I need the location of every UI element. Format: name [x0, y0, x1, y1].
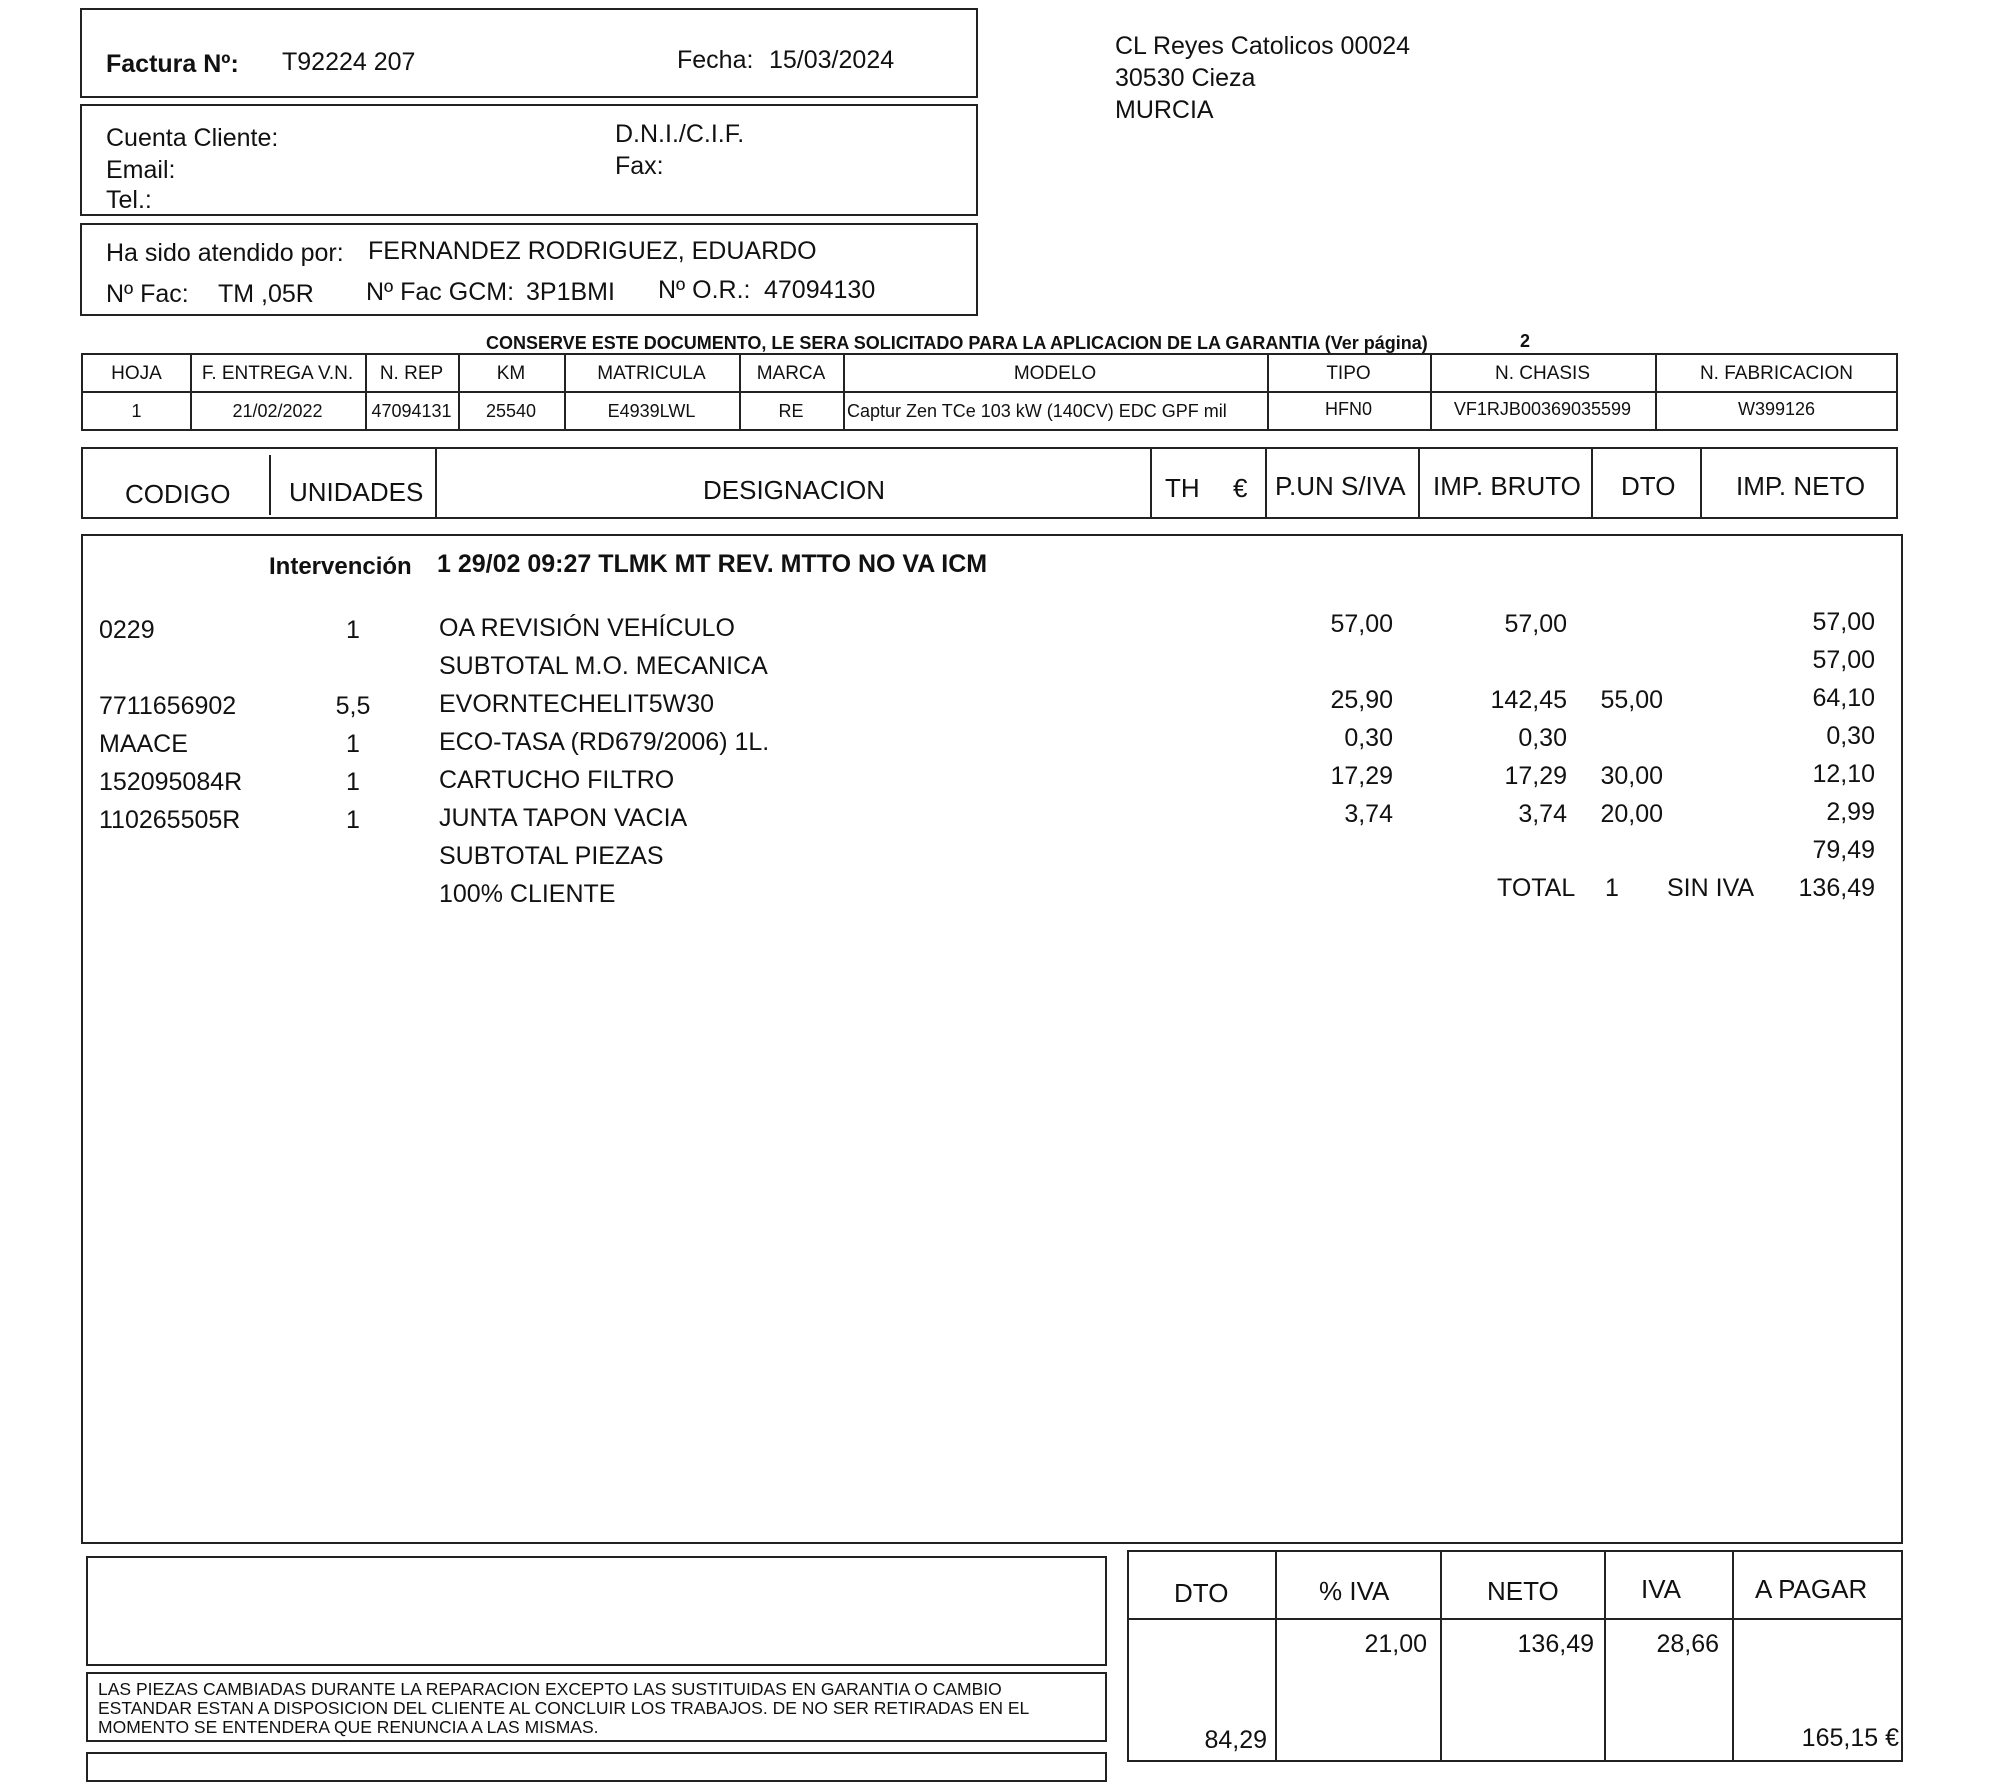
row-units: 1	[346, 806, 360, 834]
totals-a-pagar: 165,15 €	[1801, 1724, 1899, 1752]
bottom-box	[86, 1752, 1107, 1782]
row-code: MAACE	[99, 730, 188, 758]
col-designacion: DESIGNACION	[703, 475, 886, 505]
email-label: Email:	[106, 156, 176, 184]
totals-iva: 28,66	[1656, 1630, 1719, 1658]
observations-box	[86, 1556, 1107, 1666]
invoice-number: T92224 207	[282, 48, 416, 76]
vehicle-hoja: 1	[131, 401, 142, 421]
row-desc: 100% CLIENTE	[439, 880, 616, 908]
row-pun: 17,29	[1330, 762, 1393, 790]
vehicle-matricula: E4939LWL	[607, 401, 696, 421]
invoice-date: 15/03/2024	[769, 46, 895, 74]
row-neto: 0,30	[1826, 722, 1875, 750]
vehicle-table	[81, 353, 1898, 431]
row-units: 5,5	[335, 692, 371, 720]
row-neto: 79,49	[1812, 836, 1875, 864]
row-dto: 20,00	[1600, 800, 1663, 828]
fax-label: Fax:	[615, 152, 664, 180]
total-sin-iva: SIN IVA	[1667, 874, 1755, 902]
row-pun: 3,74	[1344, 800, 1393, 828]
dni-label: D.N.I./C.I.F.	[615, 120, 745, 148]
row-desc: OA REVISIÓN VEHÍCULO	[439, 614, 735, 642]
items-body	[81, 534, 1903, 1544]
col-imp-bruto: IMP. BRUTO	[1433, 471, 1581, 501]
vehicle-header-matricula: MATRICULA	[597, 363, 706, 384]
totals-header-iva-pct: % IVA	[1319, 1576, 1390, 1606]
row-pun: 25,90	[1330, 686, 1393, 714]
row-code: 7711656902	[99, 692, 237, 720]
col-imp-neto: IMP. NETO	[1736, 471, 1866, 501]
totals-table	[1127, 1550, 1903, 1762]
row-bruto: 142,45	[1490, 686, 1567, 714]
row-neto: 64,10	[1812, 684, 1875, 712]
row-desc: SUBTOTAL PIEZAS	[439, 842, 664, 870]
address-line-2: 30530 Cieza	[1115, 64, 1256, 92]
vehicle-header-km: KM	[496, 363, 526, 384]
attended-label: Ha sido atendido por:	[106, 239, 344, 267]
row-code: 0229	[99, 616, 155, 644]
vehicle-km: 25540	[485, 401, 537, 421]
col-pun: P.UN S/IVA	[1275, 471, 1406, 501]
row-neto: 57,00	[1812, 608, 1875, 636]
row-pun: 0,30	[1344, 724, 1393, 752]
vehicle-marca: RE	[778, 401, 804, 421]
total-num: 1	[1605, 874, 1619, 902]
col-currency: €	[1233, 473, 1248, 503]
totals-header-iva: IVA	[1641, 1574, 1681, 1604]
vehicle-header-hoja: HOJA	[111, 363, 162, 384]
vehicle-entrega: 21/02/2022	[232, 401, 323, 421]
totals-neto: 136,49	[1517, 1630, 1594, 1658]
vehicle-header-modelo: MODELO	[1013, 363, 1097, 384]
row-neto: 57,00	[1812, 646, 1875, 674]
or-value: 47094130	[764, 276, 876, 304]
totals-header-neto: NETO	[1487, 1576, 1559, 1606]
row-bruto: 3,74	[1518, 800, 1567, 828]
guarantee-page: 2	[1520, 331, 1531, 351]
row-desc: EVORNTECHELIT5W30	[439, 690, 715, 718]
total-label: TOTAL	[1497, 874, 1576, 902]
col-unidades: UNIDADES	[289, 477, 424, 507]
invoice-number-label: Factura Nº:	[106, 50, 239, 78]
attended-name: FERNANDEZ RODRIGUEZ, EDUARDO	[368, 237, 817, 265]
gcm-label: Nº Fac GCM:	[366, 278, 515, 306]
row-desc: SUBTOTAL M.O. MECANICA	[439, 652, 768, 680]
disclaimer-text: LAS PIEZAS CAMBIADAS DURANTE LA REPARACION EXCEPTO LAS SUSTITUIDAS EN GARANTIA O CAMBIO ESTANDAR ESTAN A DISPOSICION DEL CLIENTE AL CONCLUIR LOS TRABAJOS. DE NO SER RETIRADAS EN EL MOMENTO SE ENTENDERA QUE RENUNCIA A LAS MISMAS.	[98, 1679, 1029, 1737]
row-desc: CARTUCHO FILTRO	[439, 766, 675, 794]
row-desc: ECO-TASA (RD679/2006) 1L.	[439, 728, 770, 756]
fac-label: Nº Fac:	[106, 280, 189, 308]
row-desc: JUNTA TAPON VACIA	[439, 804, 688, 832]
vehicle-tipo: HFN0	[1324, 399, 1372, 419]
row-units: 1	[346, 768, 360, 796]
row-neto: 2,99	[1826, 798, 1875, 826]
totals-iva-pct: 21,00	[1364, 1630, 1427, 1658]
address-line-3: MURCIA	[1115, 96, 1214, 124]
row-code: 110265505R	[99, 806, 241, 834]
vehicle-header-nrep: N. REP	[379, 363, 444, 384]
disclaimer-box	[86, 1672, 1107, 1742]
row-dto: 55,00	[1600, 686, 1663, 714]
vehicle-header-fabricacion: N. FABRICACION	[1699, 363, 1854, 384]
row-dto: 30,00	[1600, 762, 1663, 790]
guarantee-notice: CONSERVE ESTE DOCUMENTO, LE SERA SOLICITADO PARA LA APLICACION DE LA GARANTIA (Ver página)	[486, 333, 1428, 353]
row-pun: 57,00	[1330, 610, 1393, 638]
fac-value: TM ,05R	[218, 280, 314, 308]
vehicle-nrep: 47094131	[371, 401, 452, 421]
row-code: 152095084R	[99, 768, 243, 796]
col-codigo: CODIGO	[125, 479, 231, 509]
row-bruto: 57,00	[1504, 610, 1567, 638]
row-neto: 12,10	[1812, 760, 1875, 788]
col-th: TH	[1165, 473, 1200, 503]
date-label: Fecha:	[677, 46, 754, 74]
vehicle-chasis: VF1RJB00369035599	[1453, 399, 1632, 419]
invoice-number-box	[80, 8, 978, 98]
customer-box	[80, 104, 978, 216]
intervention-label: Intervención	[269, 553, 412, 580]
totals-header-dto: DTO	[1174, 1578, 1229, 1608]
attended-box	[80, 223, 978, 316]
phone-label: Tel.:	[106, 186, 152, 214]
vehicle-header-marca: MARCA	[756, 363, 826, 384]
vehicle-header-entrega: F. ENTREGA V.N.	[201, 363, 354, 384]
row-units: 1	[346, 730, 360, 758]
items-header	[81, 447, 1898, 519]
or-label: Nº O.R.:	[658, 276, 751, 304]
total-value: 136,49	[1798, 874, 1875, 902]
row-bruto: 17,29	[1504, 762, 1567, 790]
totals-header-a-pagar: A PAGAR	[1755, 1574, 1868, 1604]
vehicle-header-tipo: TIPO	[1326, 363, 1371, 384]
gcm-value: 3P1BMI	[526, 278, 615, 306]
vehicle-header-chasis: N. CHASIS	[1494, 363, 1591, 384]
intervention-text: 1 29/02 09:27 TLMK MT REV. MTTO NO VA ICM	[437, 550, 988, 578]
totals-dto: 84,29	[1204, 1726, 1267, 1754]
vehicle-modelo: Captur Zen TCe 103 kW (140CV) EDC GPF mil	[847, 401, 1227, 421]
row-units: 1	[346, 616, 360, 644]
address-line-1: CL Reyes Catolicos 00024	[1115, 32, 1411, 60]
account-label: Cuenta Cliente:	[106, 124, 279, 152]
row-bruto: 0,30	[1518, 724, 1567, 752]
vehicle-fabricacion: W399126	[1737, 399, 1816, 419]
col-dto: DTO	[1621, 471, 1676, 501]
